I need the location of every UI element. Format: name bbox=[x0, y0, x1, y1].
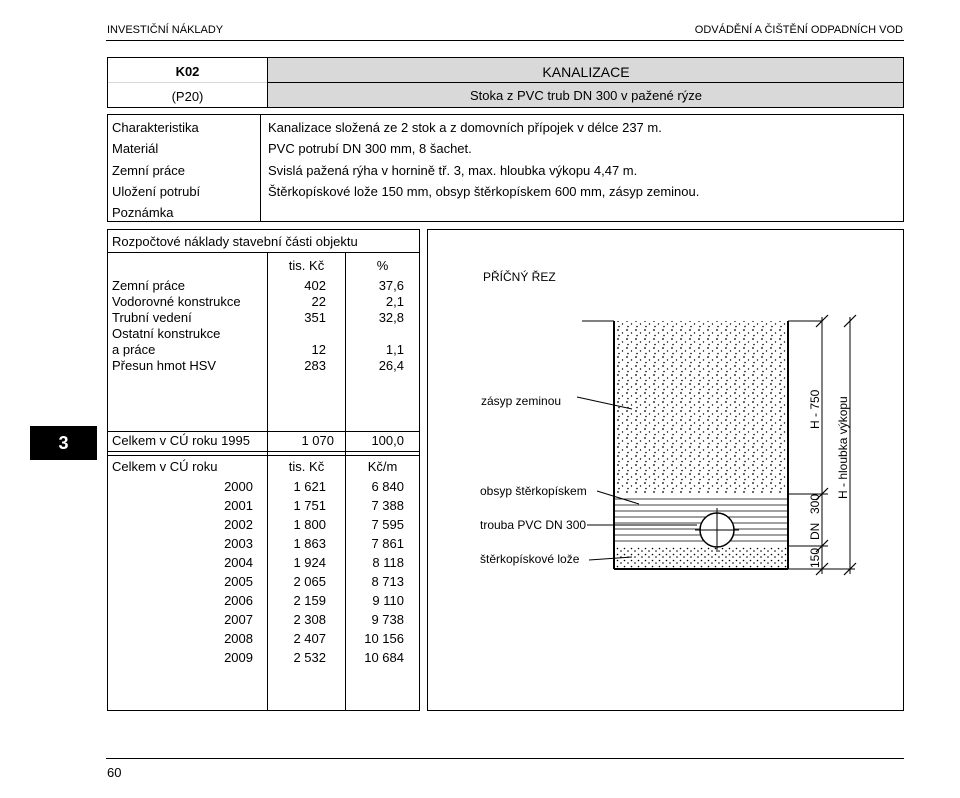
char-label: Uložení potrubí bbox=[112, 184, 201, 199]
dim-depth: H - hloubka výkopu bbox=[836, 396, 850, 499]
yearly-col-label: Celkem v CÚ roku bbox=[112, 459, 218, 474]
budget-row-value: 351 bbox=[304, 310, 326, 325]
dim-150: 150 bbox=[808, 547, 822, 568]
char-label: Materiál bbox=[112, 141, 159, 156]
yearly-value: 1 751 bbox=[293, 498, 326, 513]
budget-row-pct: 32,8 bbox=[378, 310, 404, 325]
budget-row-pct: 37,6 bbox=[378, 278, 404, 293]
budget-total-label: Celkem v CÚ roku 1995 bbox=[112, 433, 250, 448]
label-obsyp: obsyp štěrkopískem bbox=[480, 484, 587, 498]
yearly-year: 2005 bbox=[224, 574, 253, 589]
title-category: KANALIZACE bbox=[542, 64, 630, 80]
char-label: Poznámka bbox=[112, 205, 174, 220]
yearly-value: 2 532 bbox=[293, 650, 326, 665]
title-box bbox=[107, 57, 904, 108]
yearly-year: 2004 bbox=[224, 555, 253, 570]
yearly-per: 7 388 bbox=[371, 498, 404, 513]
char-value: Svislá pažená rýha v hornině tř. 3, max. hloubka výkopu 4,47 m. bbox=[268, 163, 638, 178]
yearly-year: 2001 bbox=[224, 498, 253, 513]
yearly-year: 2009 bbox=[224, 650, 253, 665]
page-number: 60 bbox=[107, 765, 122, 780]
budget-box bbox=[107, 229, 420, 711]
char-value: Štěrkopískové lože 150 mm, obsyp štěrkopískem 600 mm, zásyp zeminou. bbox=[268, 184, 700, 199]
budget-row-value: 402 bbox=[304, 278, 326, 293]
header-rule bbox=[106, 40, 904, 41]
yearly-value: 2 308 bbox=[293, 612, 326, 627]
budget-row-label: Trubní vedení bbox=[112, 310, 192, 325]
yearly-per: 8 713 bbox=[371, 574, 404, 589]
footer-rule bbox=[106, 758, 904, 759]
budget-row-label: Přesun hmot HSV bbox=[112, 358, 217, 373]
yearly-value: 1 621 bbox=[293, 479, 326, 494]
dim-dn: DN bbox=[808, 522, 822, 540]
budget-row-value: 12 bbox=[311, 342, 326, 357]
yearly-col-per: Kč/m bbox=[367, 459, 398, 474]
char-label: Charakteristika bbox=[112, 120, 199, 135]
dim-300: 300 bbox=[808, 493, 822, 514]
yearly-value: 1 863 bbox=[293, 536, 326, 551]
yearly-year: 2003 bbox=[224, 536, 253, 551]
yearly-per: 6 840 bbox=[371, 479, 404, 494]
budget-row-label: a práce bbox=[112, 342, 156, 357]
budget-row-pct: 26,4 bbox=[378, 358, 404, 373]
budget-total-value: 1 070 bbox=[301, 433, 334, 448]
title-subtitle: Stoka z PVC trub DN 300 v pažené rýze bbox=[470, 88, 702, 103]
yearly-year: 2002 bbox=[224, 517, 253, 532]
label-loze: štěrkopískové lože bbox=[480, 552, 580, 566]
yearly-value: 2 065 bbox=[293, 574, 326, 589]
budget-total-pct: 100,0 bbox=[371, 433, 404, 448]
drawing-title: PŘÍČNÝ ŘEZ bbox=[483, 270, 556, 284]
yearly-value: 2 407 bbox=[293, 631, 326, 646]
header-right: ODVÁDĚNÍ A ČIŠTĚNÍ ODPADNÍCH VOD bbox=[694, 24, 903, 36]
yearly-value: 1 800 bbox=[293, 517, 326, 532]
yearly-value: 2 159 bbox=[293, 593, 326, 608]
budget-row-label: Ostatní konstrukce bbox=[112, 326, 221, 341]
budget-col-pct: % bbox=[376, 258, 389, 273]
budget-row-value: 283 bbox=[304, 358, 326, 373]
yearly-year: 2008 bbox=[224, 631, 253, 646]
budget-title: Rozpočtové náklady stavební části objektu bbox=[112, 234, 358, 249]
trench-obsyp bbox=[614, 494, 788, 546]
budget-row-value: 22 bbox=[311, 294, 326, 309]
title-code: K02 bbox=[175, 64, 200, 79]
side-tab: 3 bbox=[30, 426, 97, 460]
budget-row-label: Vodorovné konstrukce bbox=[112, 294, 241, 309]
yearly-per: 7 861 bbox=[371, 536, 404, 551]
char-label: Zemní práce bbox=[112, 163, 185, 178]
char-value: Kanalizace složená ze 2 stok a z domovních přípojek v délce 237 m. bbox=[268, 120, 662, 135]
yearly-value: 1 924 bbox=[293, 555, 326, 570]
yearly-per: 7 595 bbox=[371, 517, 404, 532]
trench-loze bbox=[614, 546, 788, 568]
yearly-per: 8 118 bbox=[372, 555, 404, 570]
budget-col-unit: tis. Kč bbox=[288, 258, 325, 273]
budget-row-pct: 2,1 bbox=[385, 294, 404, 309]
label-trouba: trouba PVC DN 300 bbox=[480, 518, 587, 532]
yearly-col-unit: tis. Kč bbox=[288, 459, 325, 474]
yearly-per: 10 684 bbox=[364, 650, 404, 665]
yearly-year: 2000 bbox=[224, 479, 253, 494]
budget-row-label: Zemní práce bbox=[112, 278, 185, 293]
title-subcode: (P20) bbox=[171, 89, 204, 104]
cross-section-drawing bbox=[427, 229, 904, 711]
header-left: INVESTIČNÍ NÁKLADY bbox=[107, 24, 224, 36]
budget-row-pct: 1,1 bbox=[385, 342, 404, 357]
yearly-year: 2007 bbox=[224, 612, 253, 627]
char-value: PVC potrubí DN 300 mm, 8 šachet. bbox=[268, 141, 472, 156]
label-zasyp: zásyp zeminou bbox=[481, 394, 562, 408]
dim-h750: H - 750 bbox=[808, 389, 822, 429]
characteristics-box bbox=[107, 114, 904, 222]
yearly-year: 2006 bbox=[224, 593, 253, 608]
yearly-per: 9 738 bbox=[371, 612, 404, 627]
yearly-per: 9 110 bbox=[372, 593, 404, 608]
trench-zasyp bbox=[614, 321, 788, 494]
yearly-per: 10 156 bbox=[364, 631, 404, 646]
